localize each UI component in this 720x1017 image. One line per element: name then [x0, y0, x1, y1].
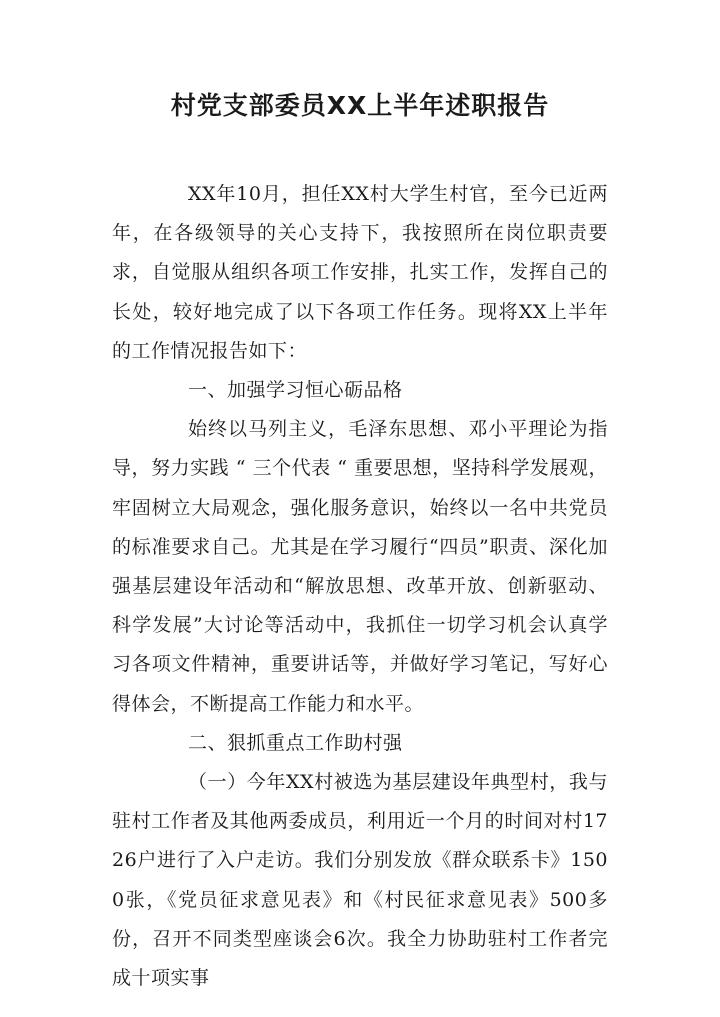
paragraph-key-work: （一）今年XX村被选为基层建设年典型村，我与驻村工作者及其他两委成员，利用近一个月的时间对村1726户进行了入户走访。我们分别发放《群众联系卡》1500张，《党员征求意见表》和《村民征求意见表》500多份，召开不同类型座谈会6次。我全力协助驻村工作者完成十项实事 [112, 771, 608, 990]
document-body [112, 175, 608, 998]
paragraph-study: 始终以马列主义，毛泽东思想、邓小平理论为指导，努力实践 “ 三个代表 “ 重要思想，坚持科学发展观，牢固树立大局观念，强化服务意识，始终以一名中共党员的标准要求自己。尤其是在学习履行“四员”职责、深化加强基层建设年活动和“解放思想、改革开放、创新驱动、科学发展”大讨论等活动中，我抓住一切学习机会认真学习各项文件精神，重要讲话等，并做好学习笔记，写好心得体会，不断提高工作能力和水平。 [112, 418, 608, 715]
section-heading-1: 一、加强学习恒心砺品格 [188, 379, 403, 402]
section-heading-2: 二、狠抓重点工作助村强 [188, 731, 403, 754]
paragraph-intro: XX年10月，担任XX村大学生村官，至今已近两年，在各级领导的关心支持下，我按照所在岗位职责要求，自觉服从组织各项工作安排，扎实工作，发挥自己的长处，较好地完成了以下各项工作任务。现将XX上半年的工作情况报告如下： [112, 183, 608, 362]
document-title: 村党支部委员XX上半年述职报告 [170, 91, 550, 120]
